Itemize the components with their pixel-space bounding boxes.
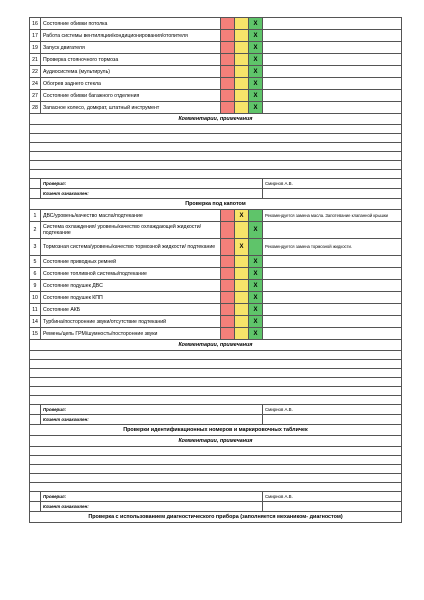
status-yellow-cell[interactable] [235, 304, 249, 316]
item-note [263, 280, 402, 292]
comment-line[interactable] [30, 170, 402, 179]
comment-line[interactable] [30, 143, 402, 152]
checklist-row [30, 328, 402, 340]
item-label: Состояние подушек ДВС [41, 280, 221, 292]
comment-line[interactable] [30, 465, 402, 474]
status-red-cell[interactable] [221, 292, 235, 304]
item-label: Состояние топливной системы/подтекание [41, 268, 221, 280]
checklist-row [30, 18, 402, 30]
checklist-row [30, 316, 402, 328]
client-label: Клиент ознакомлен: [41, 502, 263, 512]
item-note [263, 90, 402, 102]
status-green-cell[interactable]: X [249, 54, 263, 66]
status-green-cell[interactable]: X [249, 268, 263, 280]
checklist-row [30, 222, 402, 239]
status-yellow-cell[interactable] [235, 42, 249, 54]
checklist-row [30, 239, 402, 256]
client-signature-field[interactable] [263, 502, 402, 512]
comment-line[interactable] [30, 378, 402, 387]
item-note [263, 292, 402, 304]
checklist-row [30, 292, 402, 304]
status-yellow-cell[interactable] [235, 78, 249, 90]
section4-title: Проверка с использованием диагностического прибора (заполняется механиком- диагностом) [30, 512, 402, 523]
item-number: 19 [30, 42, 41, 54]
item-number: 24 [30, 78, 41, 90]
checked-label: Проверил: [41, 405, 263, 415]
item-note: Рекомендуется замена масла. Запотевание клапанной крышки [263, 210, 402, 222]
status-green-cell[interactable]: X [249, 78, 263, 90]
item-number: 6 [30, 268, 41, 280]
section2-rows [30, 210, 402, 340]
status-green-cell[interactable]: X [249, 256, 263, 268]
section2-footer [30, 340, 402, 523]
checklist-row [30, 304, 402, 316]
status-green-cell[interactable]: X [249, 66, 263, 78]
section1-footer [30, 114, 402, 210]
comment-line[interactable] [30, 447, 402, 456]
item-label: Аудиосистема (мультируль) [41, 66, 221, 78]
status-red-cell[interactable] [221, 18, 235, 30]
item-note [263, 222, 402, 239]
status-red-cell[interactable] [221, 268, 235, 280]
status-yellow-cell[interactable] [235, 268, 249, 280]
status-red-cell[interactable] [221, 102, 235, 114]
comment-line[interactable] [30, 360, 402, 369]
status-yellow-cell[interactable] [235, 316, 249, 328]
item-label: Состояние приводных ремней [41, 256, 221, 268]
item-note [263, 18, 402, 30]
comment-line[interactable] [30, 474, 402, 483]
item-label: Проверка стояночного тормоза [41, 54, 221, 66]
status-red-cell[interactable] [221, 222, 235, 239]
status-green-cell[interactable]: X [249, 316, 263, 328]
comments-title: Комментарии, примечания [30, 436, 402, 447]
item-label: Система охлаждения/ уровень/качество охлаждающей жидкости/ подтекание [41, 222, 221, 239]
item-number: 5 [30, 256, 41, 268]
status-red-cell[interactable] [221, 54, 235, 66]
item-label: Состояние обивки потолка [41, 18, 221, 30]
status-green-cell[interactable]: X [249, 42, 263, 54]
item-number: 10 [30, 292, 41, 304]
checklist-row [30, 102, 402, 114]
inspection-table [29, 17, 402, 523]
comment-line[interactable] [30, 456, 402, 465]
status-green-cell[interactable]: X [249, 30, 263, 42]
item-note [263, 66, 402, 78]
status-yellow-cell[interactable] [235, 292, 249, 304]
item-note [263, 30, 402, 42]
item-number: 21 [30, 54, 41, 66]
status-yellow-cell[interactable] [235, 222, 249, 239]
checklist-row [30, 256, 402, 268]
checklist-row [30, 210, 402, 222]
item-note [263, 54, 402, 66]
status-yellow-cell[interactable] [235, 256, 249, 268]
checklist-row [30, 268, 402, 280]
status-red-cell[interactable] [221, 304, 235, 316]
item-number: 9 [30, 280, 41, 292]
item-number: 15 [30, 328, 41, 340]
status-red-cell[interactable] [221, 42, 235, 54]
status-green-cell[interactable]: X [249, 280, 263, 292]
item-note: Рекомендуется замена тормозной жидкости. [263, 239, 402, 256]
checked-label: Проверил: [41, 179, 263, 189]
client-label: Клиент ознакомлен: [41, 189, 263, 199]
checklist-row [30, 90, 402, 102]
item-note [263, 102, 402, 114]
status-yellow-cell[interactable] [235, 18, 249, 30]
status-green-cell[interactable] [249, 210, 263, 222]
client-signature-field[interactable] [263, 189, 402, 199]
comment-line[interactable] [30, 134, 402, 143]
checklist-row [30, 78, 402, 90]
status-green-cell[interactable]: X [249, 90, 263, 102]
item-number: 22 [30, 66, 41, 78]
status-red-cell[interactable] [221, 256, 235, 268]
item-number: 17 [30, 30, 41, 42]
status-yellow-cell[interactable] [235, 102, 249, 114]
item-label: Состояние АКБ [41, 304, 221, 316]
item-number: 28 [30, 102, 41, 114]
section3-title: Проверки идентификационных номеров и маркировочных табличек [30, 425, 402, 436]
item-number: 3 [30, 239, 41, 256]
status-red-cell[interactable] [221, 30, 235, 42]
client-signature-field[interactable] [263, 415, 402, 425]
status-yellow-cell[interactable] [235, 328, 249, 340]
item-number: 27 [30, 90, 41, 102]
comment-line[interactable] [30, 387, 402, 396]
status-red-cell[interactable] [221, 316, 235, 328]
checked-label: Проверил: [41, 492, 263, 502]
checked-name: Смирнов А.В. [263, 179, 402, 189]
comment-line[interactable] [30, 351, 402, 360]
comment-line[interactable] [30, 396, 402, 405]
comment-line[interactable] [30, 369, 402, 378]
item-label: Обогрев заднего стекла [41, 78, 221, 90]
comment-line[interactable] [30, 152, 402, 161]
comment-line[interactable] [30, 161, 402, 170]
item-label: Турбина/посторонние звуки/отсутствие подтеканий [41, 316, 221, 328]
comment-line[interactable] [30, 483, 402, 492]
status-yellow-cell[interactable] [235, 54, 249, 66]
status-yellow-cell[interactable] [235, 30, 249, 42]
comments-title: Комментарии, примечания [30, 114, 402, 125]
checked-name: Смирнов А.В. [263, 405, 402, 415]
checklist-row [30, 54, 402, 66]
status-yellow-cell[interactable] [235, 280, 249, 292]
section1-rows [30, 18, 402, 114]
status-green-cell[interactable]: X [249, 222, 263, 239]
item-label: Работа системы вентиляции/кондиционирования/отопителя [41, 30, 221, 42]
status-yellow-cell[interactable]: X [235, 210, 249, 222]
status-red-cell[interactable] [221, 280, 235, 292]
status-yellow-cell[interactable] [235, 90, 249, 102]
item-label: ДВС/уровень/качество масла/подтекание [41, 210, 221, 222]
item-label: Состояние подушек КПП [41, 292, 221, 304]
status-green-cell[interactable] [249, 239, 263, 256]
item-number: 2 [30, 222, 41, 239]
checklist-row [30, 30, 402, 42]
status-red-cell[interactable] [221, 210, 235, 222]
item-number: 14 [30, 316, 41, 328]
item-note [263, 78, 402, 90]
item-label: Запасное колесо, домкрат, штатный инструмент [41, 102, 221, 114]
status-green-cell[interactable]: X [249, 102, 263, 114]
inspection-sheet [29, 17, 401, 523]
item-note [263, 328, 402, 340]
item-number: 1 [30, 210, 41, 222]
item-note [263, 304, 402, 316]
status-red-cell[interactable] [221, 328, 235, 340]
item-label: Состояние обивки багажного отделения [41, 90, 221, 102]
client-label: Клиент ознакомлен: [41, 415, 263, 425]
item-label: Ремень/цепь ГРМ/шумность/посторонние звуки [41, 328, 221, 340]
item-label: Запуск двигателя [41, 42, 221, 54]
checklist-row [30, 66, 402, 78]
status-red-cell[interactable] [221, 90, 235, 102]
status-green-cell[interactable]: X [249, 304, 263, 316]
status-yellow-cell[interactable]: X [235, 239, 249, 256]
item-note [263, 316, 402, 328]
status-green-cell[interactable]: X [249, 292, 263, 304]
status-red-cell[interactable] [221, 78, 235, 90]
status-green-cell[interactable]: X [249, 18, 263, 30]
status-green-cell[interactable]: X [249, 328, 263, 340]
checklist-row [30, 42, 402, 54]
comment-line[interactable] [30, 125, 402, 134]
item-number: 11 [30, 304, 41, 316]
section2-title: Проверка под капотом [30, 199, 402, 210]
status-red-cell[interactable] [221, 239, 235, 256]
checklist-row [30, 280, 402, 292]
item-note [263, 268, 402, 280]
comments-title: Комментарии, примечания [30, 340, 402, 351]
item-note [263, 42, 402, 54]
status-red-cell[interactable] [221, 66, 235, 78]
status-yellow-cell[interactable] [235, 66, 249, 78]
checked-name: Смирнов А.В. [263, 492, 402, 502]
item-label: Тормозная система/уровень/качество тормозной жидкости/ подтекание [41, 239, 221, 256]
item-note [263, 256, 402, 268]
item-number: 16 [30, 18, 41, 30]
